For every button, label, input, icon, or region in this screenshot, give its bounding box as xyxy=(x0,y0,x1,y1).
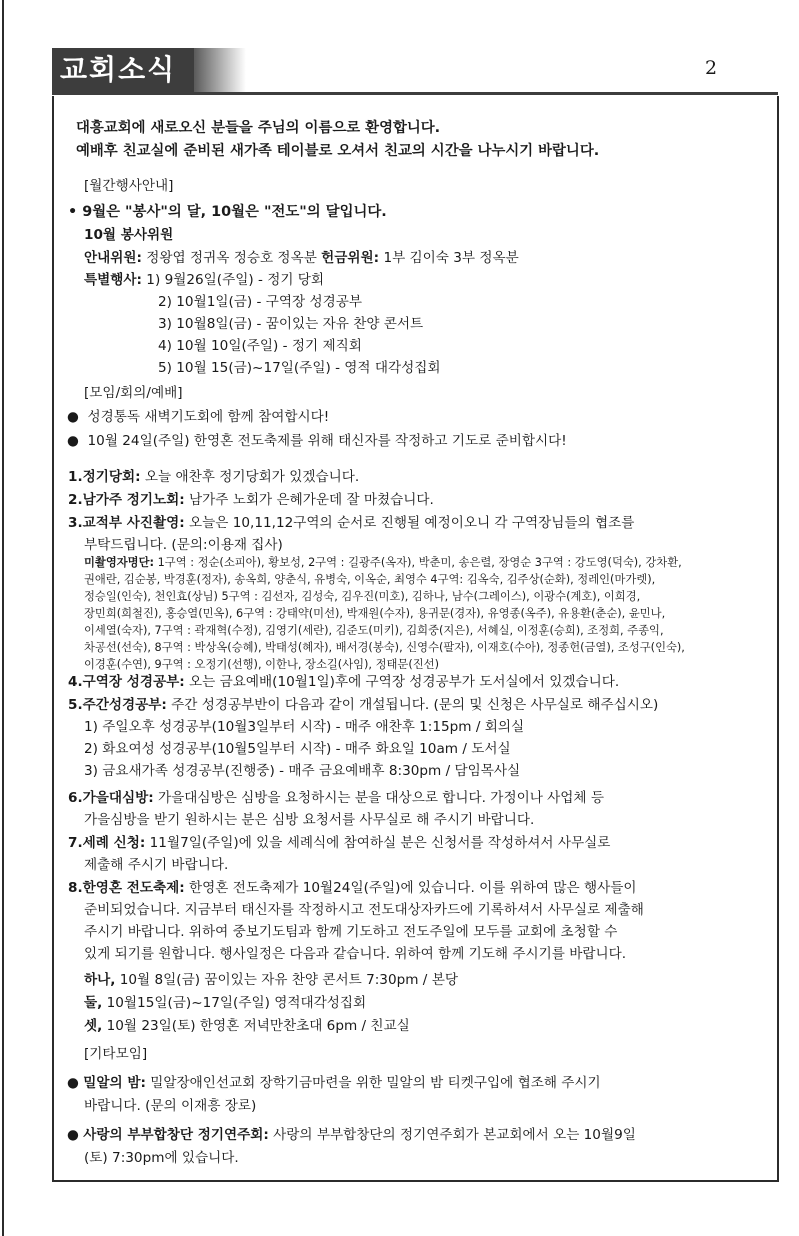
bullet-icon: ● xyxy=(67,1075,79,1091)
welcome-line-2: 예배후 친교실에 준비된 새가족 테이블로 오셔서 친교의 시간을 나누시기 바랍니다. xyxy=(76,143,600,159)
absentee-line-6: 차공선(선숙), 8구역 : 박상옥(승혜), 박태성(혜자), 배서경(봉숙), 신영수(팔자), 이재호(수아), 정종헌(금열), 조성구(인숙), xyxy=(84,641,685,654)
left-frame-line xyxy=(2,0,4,1236)
notice-8: 8.한영혼 전도축제: 한영혼 전도축제가 10월24일(주일)에 있습니다. 이를 위하여 많은 행사들이 xyxy=(68,880,637,896)
absentee-line-3: 정승일(인숙), 천인효(상님) 5구역 : 김선자, 김성숙, 김우진(미호), 김하나, 남수(그레이스), 이광수(계호), 이희경, xyxy=(84,590,641,603)
notice-1: 1.정기당회: 오늘 애찬후 정기당회가 있겠습니다. xyxy=(68,469,360,485)
bullet-icon: • xyxy=(68,204,78,220)
committee-line: 안내위원: 정왕엽 정귀옥 정승호 정옥분 헌금위원: 1부 김이숙 3부 정옥분 xyxy=(84,250,519,266)
other-item-2: ● 사랑의 부부합창단 정기연주회: 사랑의 부부합창단의 정기연주회가 본교회에서 오는 10월9일 xyxy=(67,1127,636,1143)
monthly-heading: [월간행사안내] xyxy=(84,178,174,194)
meeting-item-2: ● 10월 24일(주일) 한영혼 전도축제를 위해 태신자를 작정하고 기도로 준비합시다! xyxy=(67,433,567,449)
bible-study-1: 1) 주일오후 성경공부(10월3일부터 시작) - 매주 애찬후 1:15pm / 회의실 xyxy=(84,719,525,735)
notice-2: 2.남가주 정기노회: 남가주 노회가 은혜가운데 잘 마쳤습니다. xyxy=(68,492,434,508)
meetings-heading: [모임/회의/예배] xyxy=(84,385,183,401)
meeting-item-1: ● 성경통독 새벽기도회에 함께 참여합시다! xyxy=(67,409,330,425)
bullet-icon: ● xyxy=(67,433,79,449)
notice-3: 3.교적부 사진촬영: 오늘은 10,11,12구역의 순서로 진행될 예정이오니 각 구역장님들의 협조를 xyxy=(68,515,635,531)
notice-7: 7.세례 신청: 11월7일(주일)에 있을 세례식에 참여하실 분은 신청서를 작성하셔서 사무실로 xyxy=(68,835,611,851)
monthly-headline: • 9월은 "봉사"의 달, 10월은 "전도"의 달입니다. xyxy=(68,204,387,220)
header-rule xyxy=(52,92,778,95)
title-shadow xyxy=(194,48,246,92)
notice-8-line-4: 있게 되기를 원합니다. 행사일정은 다음과 같습니다. 위하여 함께 기도해 주시기를 바랍니다. xyxy=(84,946,627,962)
absentee-line-4: 장민희(희철진), 홍승열(민옥), 6구역 : 강태약(미선), 박재원(수자), 용귀문(경자), 유영종(옥주), 유용환(춘순), 윤민나, xyxy=(84,607,666,620)
bullet-icon: ● xyxy=(67,409,79,425)
bible-study-3: 3) 금요새가족 성경공부(진행중) - 매주 금요예배후 8:30pm / 담임목사실 xyxy=(84,763,521,779)
festival-event-3: 셋, 10월 23일(토) 한영혼 저녁만찬초대 6pm / 친교실 xyxy=(84,1018,410,1034)
festival-event-2: 둘, 10월15일(금)~17일(주일) 영적대각성집회 xyxy=(84,995,367,1011)
page-number: 2 xyxy=(705,57,718,79)
bible-study-2: 2) 화요여성 성경공부(10월5일부터 시작) - 매주 화요일 10am / 도서실 xyxy=(84,741,511,757)
special-event-4: 4) 10월 10일(주일) - 정기 제직회 xyxy=(158,338,362,354)
notice-6: 6.가을대심방: 가을대심방은 심방을 요청하시는 분을 대상으로 합니다. 가정이나 사업체 등 xyxy=(68,790,605,806)
page-title: 교회소식 xyxy=(52,48,202,92)
header xyxy=(52,48,778,95)
other-item-1: ● 밀알의 밤: 밀알장애인선교회 장학기금마련을 위한 밀알의 밤 티켓구입에 협조해 주시기 xyxy=(67,1075,601,1091)
special-event-3: 3) 10월8일(금) - 꿈이있는 자유 찬양 콘서트 xyxy=(158,316,424,332)
bullet-icon: ● xyxy=(67,1127,79,1143)
notice-5: 5.주간성경공부: 주간 성경공부반이 다음과 같이 개설됩니다. (문의 및 신청은 사무실로 해주십시오) xyxy=(68,697,659,713)
notice-4: 4.구역장 성경공부: 오는 금요예배(10월1일)후에 구역장 성경공부가 도서실에서 있겠습니다. xyxy=(68,674,620,690)
notice-6-cont: 가을심방을 받기 원하시는 분은 심방 요청서를 사무실로 해 주시기 바랍니다. xyxy=(84,812,535,828)
absentee-line-1: 미촬영자명단: 1구역 : 정순(소피아), 황보성, 2구역 : 길광주(옥자), 박춘미, 송은렬, 장영순 3구역 : 강도영(덕숙), 강차환, xyxy=(84,556,682,569)
committee-title: 10월 봉사위원 xyxy=(84,227,174,243)
absentee-line-7: 이경훈(수연), 9구역 : 오정기(선행), 이한나, 장소길(사임), 정태문(진선) xyxy=(84,658,439,671)
notice-7-cont: 제출해 주시기 바랍니다. xyxy=(84,857,229,873)
other-item-1-cont: 바랍니다. (문의 이재흥 장로) xyxy=(84,1098,257,1114)
other-heading: [기타모임] xyxy=(84,1046,148,1062)
absentee-line-2: 권애란, 김순봉, 박경훈(정자), 송옥희, 양춘식, 유병숙, 이옥순, 최영수 4구역: 김옥숙, 김주상(순화), 정레인(마가렛), xyxy=(84,573,656,586)
special-event-5: 5) 10월 15(금)~17일(주일) - 영적 대각성집회 xyxy=(158,360,441,376)
festival-event-1: 하나, 10월 8일(금) 꿈이있는 자유 찬양 콘서트 7:30pm / 본당 xyxy=(84,972,458,988)
absentee-line-5: 이세열(숙자), 7구역 : 곽재혁(수정), 김영기(세란), 김준도(미키), 김희중(지은), 서혜실, 이정훈(승희), 조정희, 주종익, xyxy=(84,624,664,637)
notice-8-line-3: 주시기 바랍니다. 위하여 중보기도팀과 함께 기도하고 전도주일에 모두를 교회에 초청할 수 xyxy=(84,924,618,940)
notice-8-line-2: 준비되었습니다. 지금부터 태신자를 작정하시고 전도대상자카드에 기록하셔서 사무실로 제출해 xyxy=(84,902,644,918)
special-event-2: 2) 10월1일(금) - 구역장 성경공부 xyxy=(158,294,363,310)
special-event-1: 특별행사: 1) 9월26일(주일) - 정기 당회 xyxy=(84,272,325,288)
notice-3-cont: 부탁드립니다. (문의:이용재 집사) xyxy=(84,537,283,553)
welcome-line-1: 대흥교회에 새로오신 분들을 주님의 이름으로 환영합니다. xyxy=(76,120,441,136)
other-item-2-cont: (토) 7:30pm에 있습니다. xyxy=(84,1150,239,1166)
